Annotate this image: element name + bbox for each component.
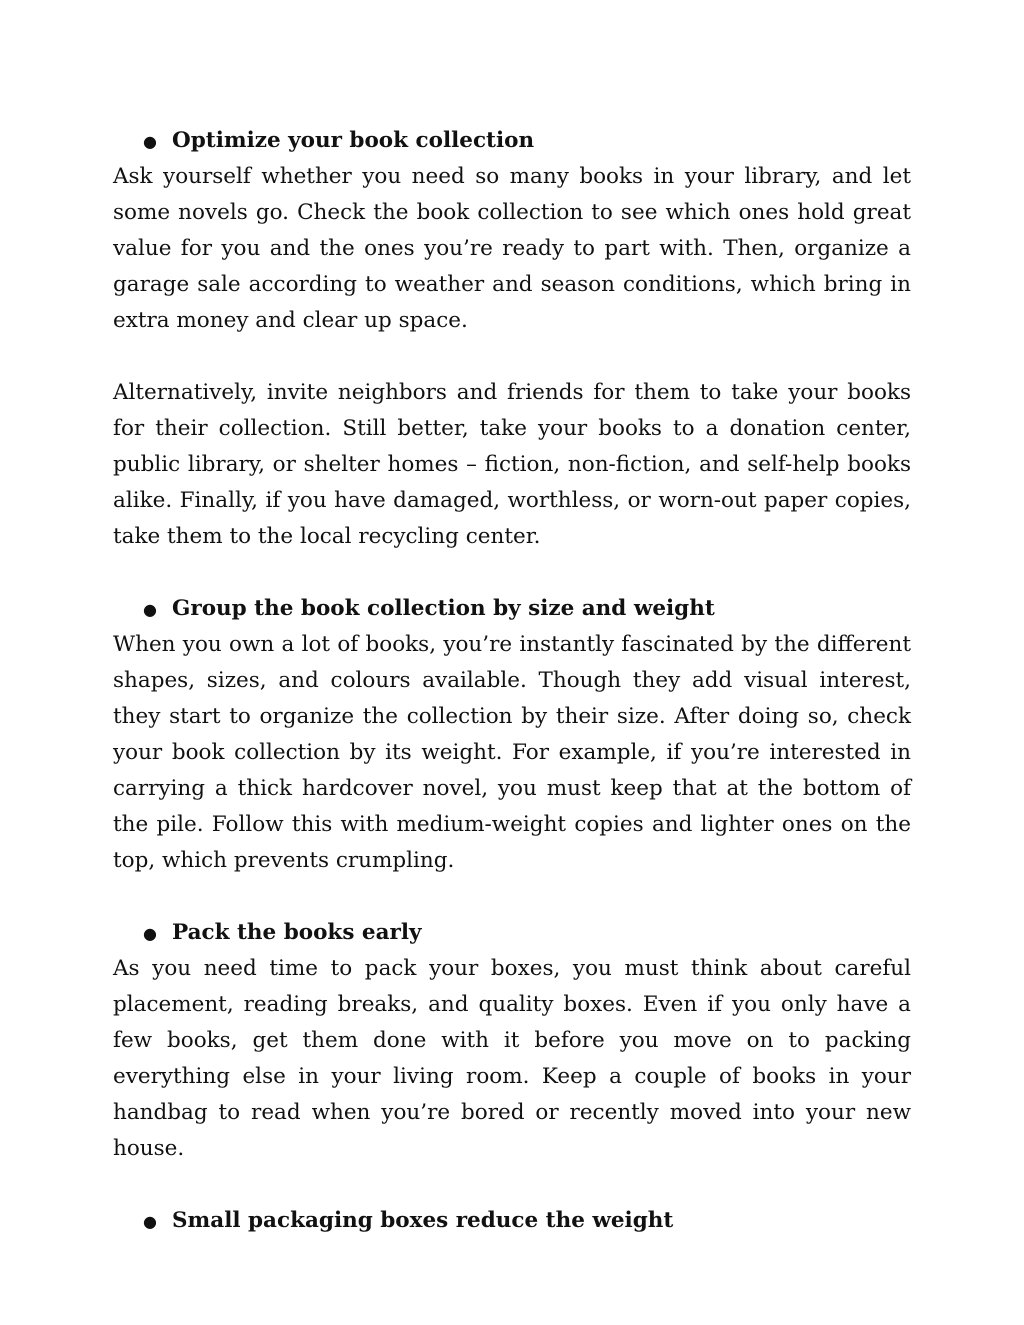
body-paragraph: When you own a lot of books, you’re instantly fascinated by the different shapes, sizes, and colours available. Though they add visual interest, they start to organize the collection by their size. After doing so, check your book collection by its weight. For example, if you’re interested in carrying a thick hardcover novel, you must keep that at the bottom of the pile. Follow this with medium-weight copies and lighter ones on the top, which prevents crumpling. [113,632,911,873]
body-paragraph: Alternatively, invite neighbors and friends for them to take your books for their collection. Still better, take your books to a donation center, public library, or shelter homes – fiction, non-fiction, and self-help books alike. Finally, if you have damaged, worthless, or worn-out paper copies, take them to the local recycling center. [113,380,911,549]
paragraph-spacer [113,879,911,915]
heading-text: Optimize your book collection [172,128,535,153]
bullet-icon: ● [143,132,157,151]
bullet-icon: ● [143,600,157,619]
body-paragraph: As you need time to pack your boxes, you must think about careful placement, reading breaks, and quality boxes. Even if you only have a few books, get them done with it before you move on to packing everything else in your living room. Keep a couple of books in your handbag to read when you’re bored or recently moved into your new house. [113,956,911,1161]
section-heading [113,123,911,159]
heading-text: Small packaging boxes reduce the weight [172,1208,674,1233]
paragraph-spacer [113,555,911,591]
heading-text: Group the book collection by size and weight [172,596,715,621]
bullet-icon: ● [143,924,157,943]
heading-text: Pack the books early [172,920,422,945]
document-page [113,123,911,1239]
bullet-icon: ● [143,1212,157,1231]
body-paragraph: Ask yourself whether you need so many books in your library, and let some novels go. Check the book collection to see which ones hold great value for you and the ones you’re ready to part with. Then, organize a garage sale according to weather and season conditions, which bring in extra money and clear up space. [113,164,911,333]
section-heading [113,591,911,627]
section-heading [113,915,911,951]
paragraph-spacer [113,339,911,375]
paragraph-spacer [113,1167,911,1203]
section-heading [113,1203,911,1239]
